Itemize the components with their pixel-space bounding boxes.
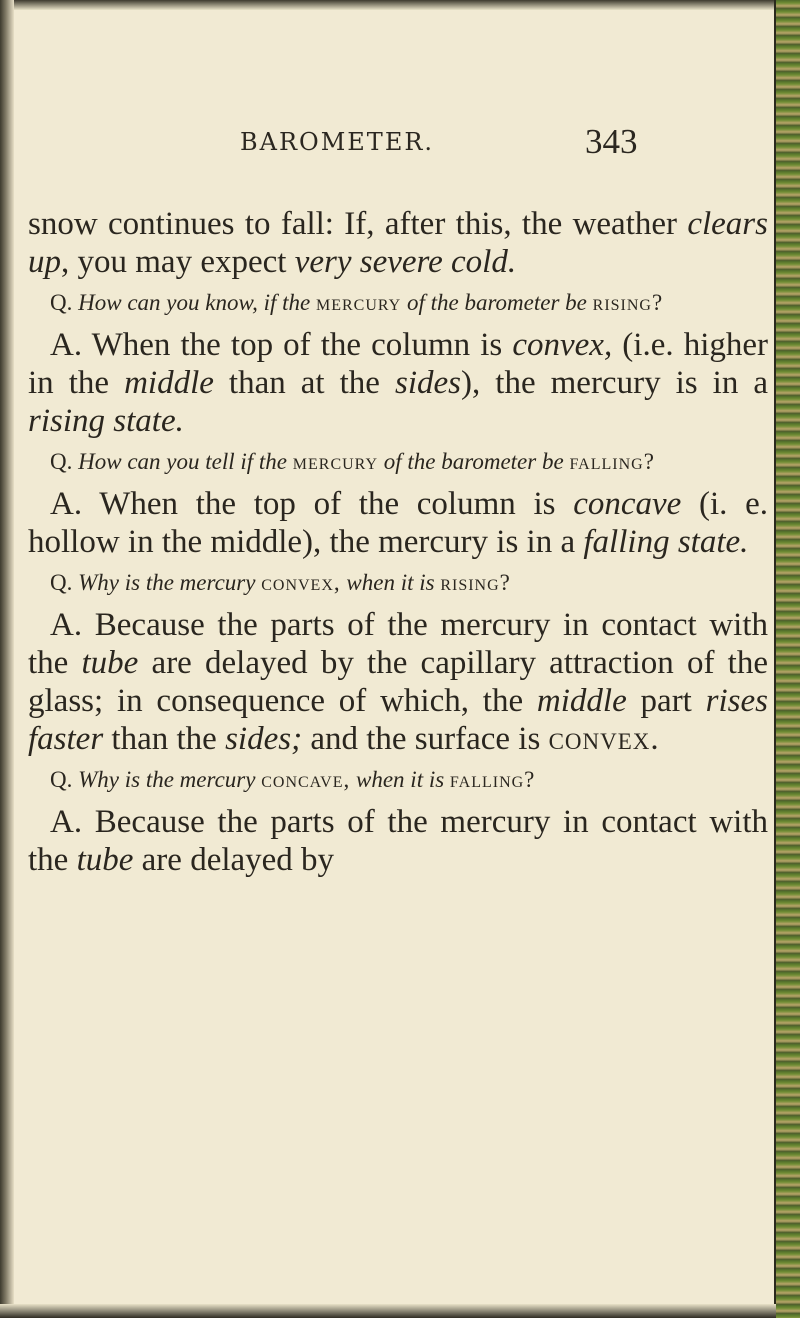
small-caps-run: mercury	[315, 290, 402, 315]
page-header	[40, 122, 760, 168]
italic-run: of the barometer be	[401, 290, 593, 315]
answer-1	[28, 326, 768, 440]
text-run: and the surface is	[302, 721, 549, 757]
answer-label: A.	[50, 486, 83, 522]
answer-label: A.	[50, 804, 83, 840]
text-run: than at the	[213, 365, 395, 401]
question-label: Q.	[50, 570, 73, 595]
text-run: ?	[651, 290, 663, 315]
italic-run: concave	[573, 486, 682, 522]
question-3	[28, 569, 768, 596]
italic-run: middle	[536, 683, 627, 719]
question-4	[28, 766, 768, 793]
page-number: 343	[585, 122, 638, 161]
page-body	[28, 205, 768, 887]
page-bottom-edge	[0, 1304, 776, 1318]
text-run: , you may expect	[61, 244, 295, 280]
text-run: ), the mercury is in a	[461, 365, 769, 401]
italic-run: when it is	[340, 570, 441, 595]
text-run: Because the parts of the mercury in contact with the	[28, 607, 768, 681]
answer-label: A.	[50, 607, 83, 643]
italic-run: tube	[81, 645, 139, 681]
paragraph-continuation	[28, 205, 768, 281]
italic-run: convex,	[512, 327, 613, 363]
italic-run: Why is the mercury	[72, 570, 262, 595]
text-run: than the	[103, 721, 226, 757]
small-caps-run: convex.	[548, 721, 660, 757]
page-top-edge	[0, 0, 800, 10]
italic-run: middle	[124, 365, 214, 401]
running-head: BAROMETER.	[240, 128, 435, 156]
small-caps-run: falling	[449, 767, 525, 792]
answer-2	[28, 485, 768, 561]
text-run: ?	[524, 767, 535, 792]
italic-run: sides;	[225, 721, 303, 757]
italic-run: How can you know, if the	[72, 290, 316, 315]
italic-run: falling state.	[583, 524, 749, 560]
italic-run: rising state.	[28, 403, 184, 439]
page-gutter-shadow	[0, 0, 14, 1318]
question-label: Q.	[50, 290, 73, 315]
text-run: are delayed by	[133, 842, 335, 878]
italic-run: sides	[395, 365, 461, 401]
italic-run: How can you tell if the	[72, 449, 293, 474]
small-caps-run: rising	[592, 290, 652, 315]
small-caps-run: rising	[440, 570, 500, 595]
italic-run: Why is the mercury	[72, 767, 262, 792]
text-run: part	[626, 683, 706, 719]
answer-4	[28, 803, 768, 879]
italic-run: rises faster	[28, 683, 768, 757]
italic-run: clears up	[28, 206, 768, 280]
italic-run: of the barometer be	[378, 449, 570, 474]
text-run: When the top of the column is	[82, 327, 513, 363]
text-run: ?	[643, 449, 654, 474]
text-run: (i. e. hollow in the middle), the mercury is in a	[28, 486, 768, 560]
answer-3	[28, 606, 768, 758]
small-caps-run: concave,	[261, 767, 351, 792]
italic-run: very severe cold.	[294, 244, 517, 280]
answer-label: A.	[50, 327, 83, 363]
text-run: ?	[499, 570, 510, 595]
question-2	[28, 448, 768, 475]
book-cover-edge	[774, 0, 800, 1318]
question-label: Q.	[50, 449, 73, 474]
small-caps-run: convex,	[261, 570, 341, 595]
text-run: snow continues to fall: If, after this, the weather	[28, 206, 688, 242]
text-run: are delayed by the capillary attraction of the glass; in consequence of which, the	[28, 645, 768, 719]
small-caps-run: mercury	[292, 449, 379, 474]
text-run: When the top of the column is	[82, 486, 574, 522]
question-1	[28, 289, 768, 316]
italic-run: tube	[76, 842, 134, 878]
text-run: Because the parts of the mercury in contact with the	[28, 804, 768, 878]
question-label: Q.	[50, 767, 73, 792]
text-run: (i.e. higher in the	[28, 327, 769, 401]
italic-run: when it is	[350, 767, 450, 792]
small-caps-run: falling	[569, 449, 644, 474]
